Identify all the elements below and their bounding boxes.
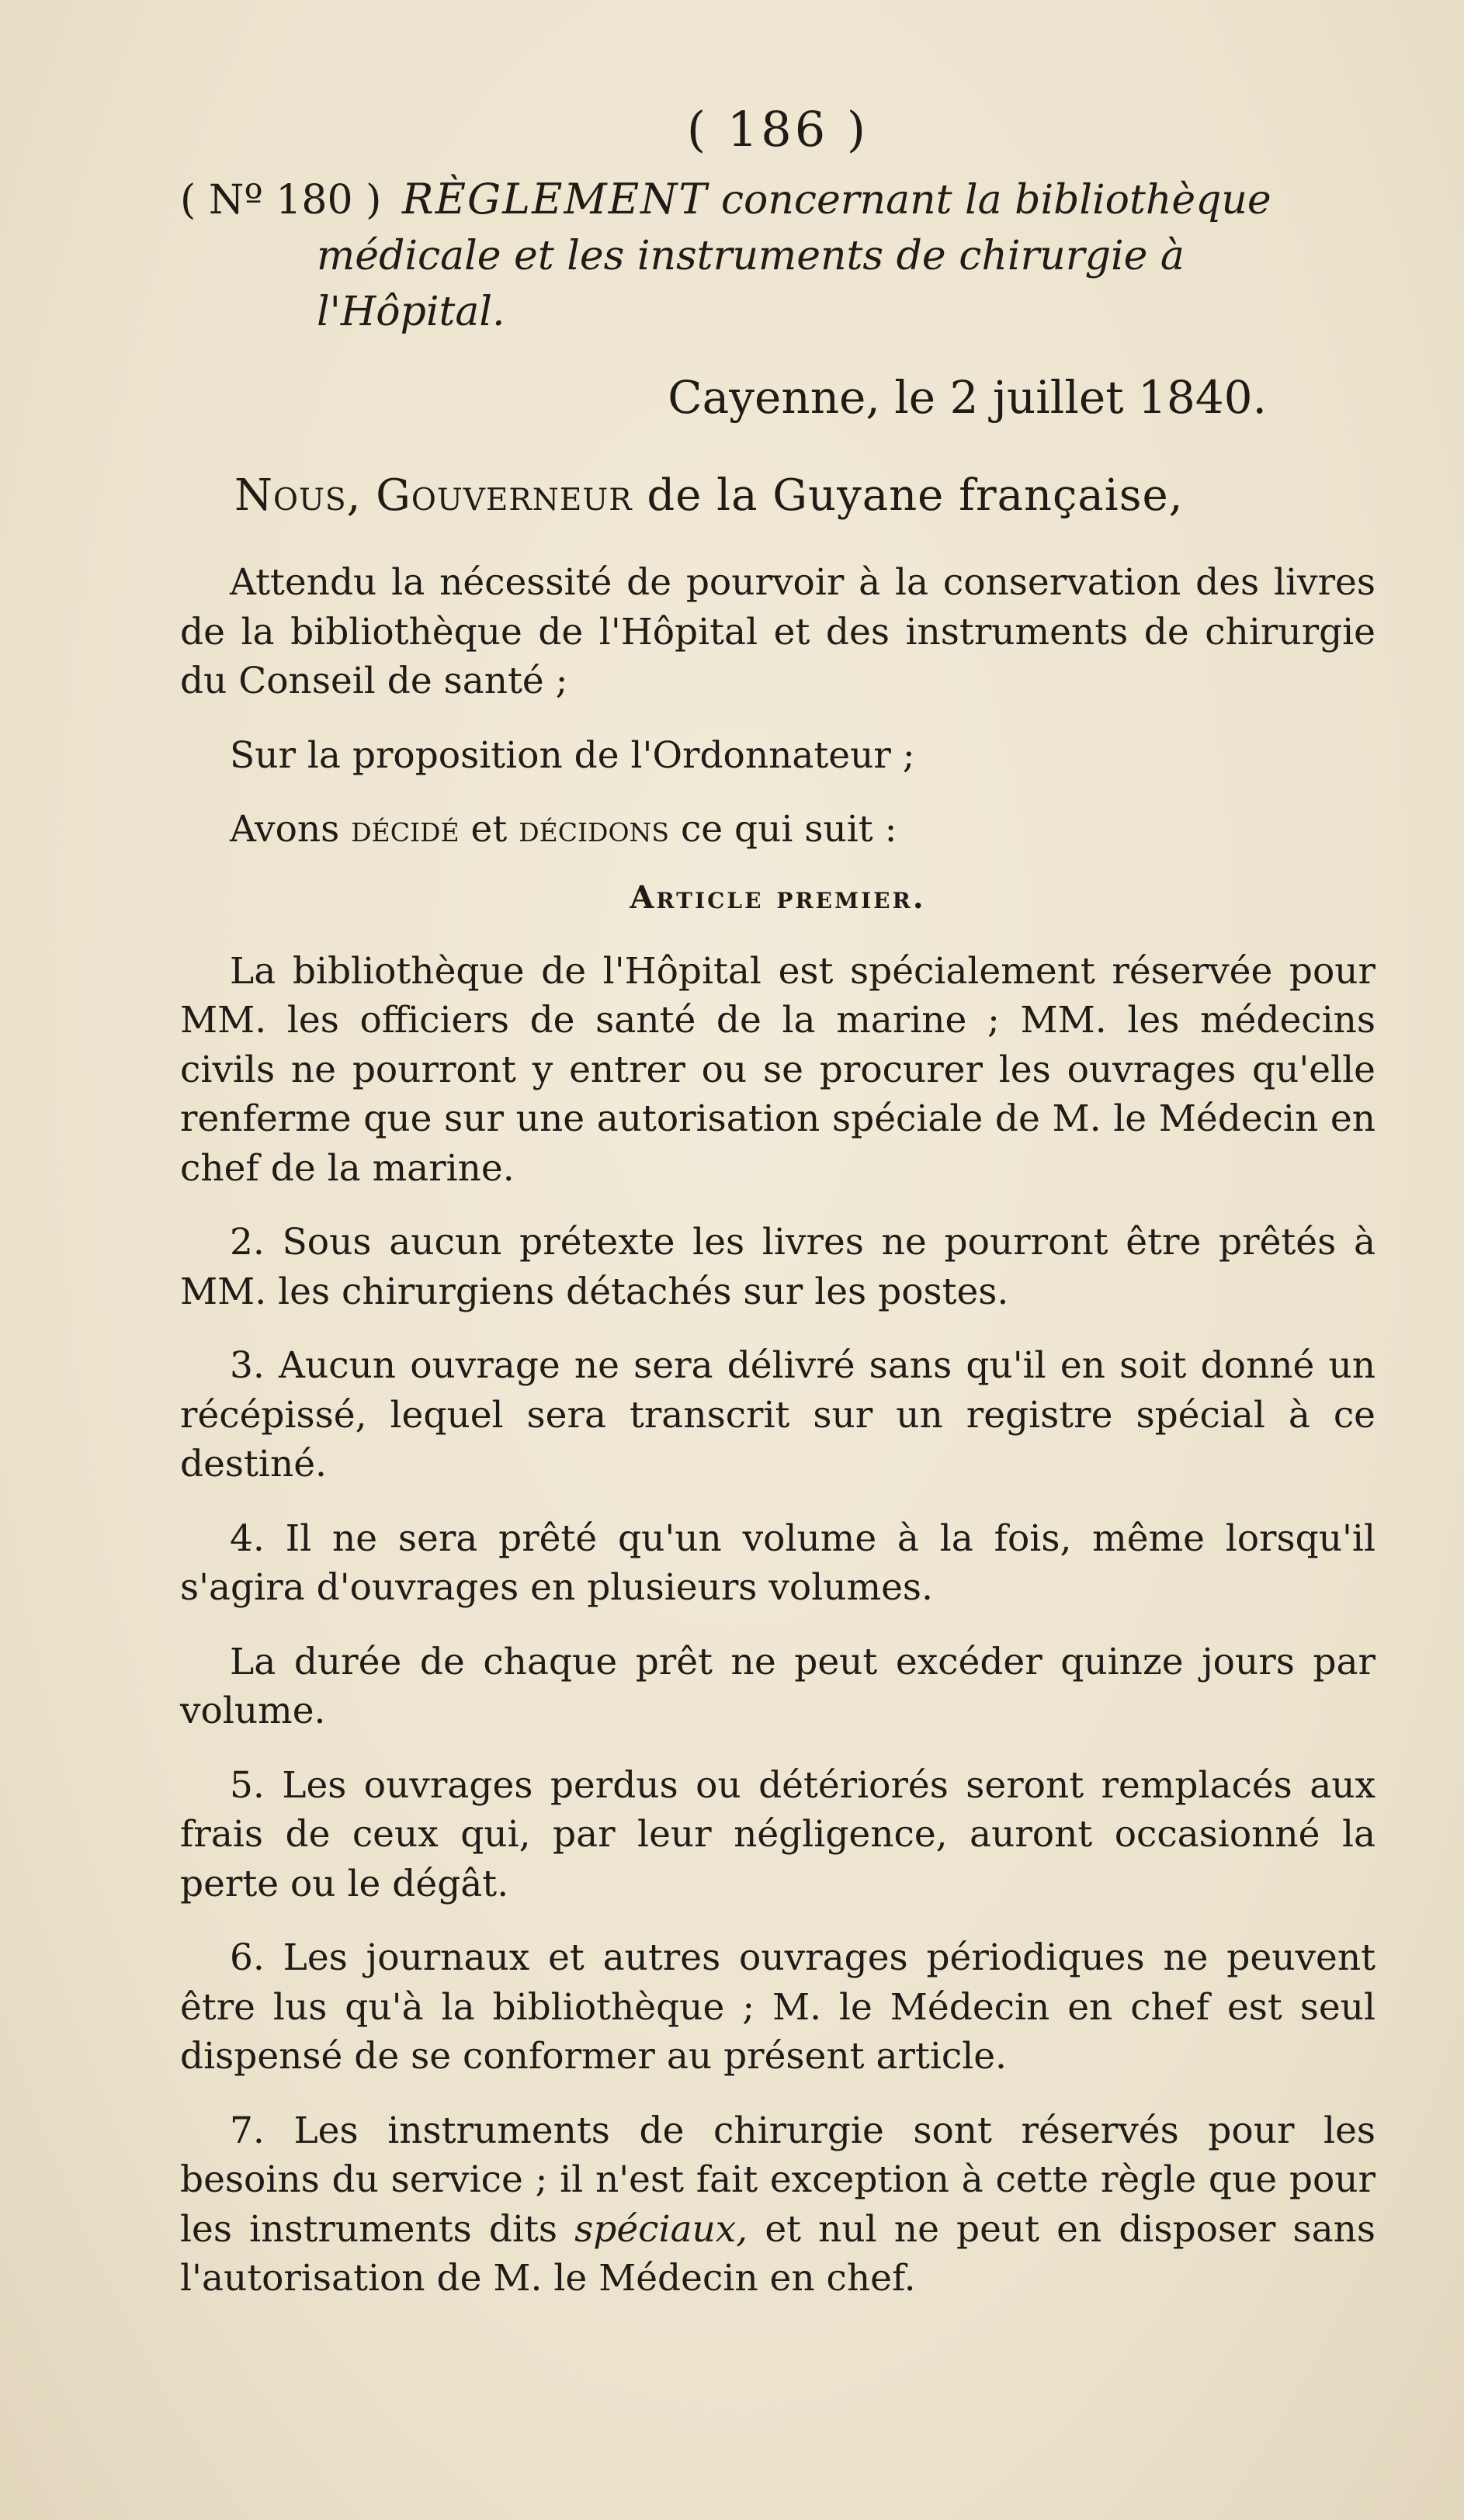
decision-decide: décidé bbox=[351, 808, 460, 851]
document-title-caps: RÈGLEMENT bbox=[401, 175, 709, 224]
article-3: 3. Aucun ouvrage ne sera délivré sans qu'il en soit donné un récépissé, lequel sera transcrit sur un registre spécial à ce destiné. bbox=[180, 1344, 1376, 1485]
decision-line bbox=[180, 805, 1376, 854]
decision-decidons: décidons bbox=[519, 808, 670, 851]
document-title-rest: concernant la bibliothèque médicale et les instruments de chirurgie à l'Hôpital. bbox=[317, 177, 1271, 335]
governor-nous: Nous bbox=[234, 470, 347, 521]
article-7-end: et nul ne peut en disposer sans l'autorisation de M. le Médecin en chef. bbox=[180, 2207, 1376, 2300]
document-number: ( Nº 180 ) bbox=[180, 177, 382, 224]
preamble-proposition: Sur la proposition de l'Ordonnateur ; bbox=[230, 733, 915, 777]
document-heading bbox=[180, 172, 1376, 340]
article-7 bbox=[180, 2106, 1376, 2303]
article-1: La bibliothèque de l'Hôpital est spécialement réservée pour MM. les officiers de santé de la marine ; MM. les médecins civils ne pourront y entrer ou se procurer les ouvrages qu'elle renferme que sur une autorisation spéciale de M. le Médecin en chef de la marine. bbox=[180, 949, 1376, 1190]
document-date: Cayenne, le 2 juillet 1840. bbox=[668, 371, 1267, 424]
article-4: 4. Il ne sera prêté qu'un volume à la fois, même lorsqu'il s'agira d'ouvrages en plusieurs volumes. bbox=[180, 1517, 1376, 1609]
article-5: 5. Les ouvrages perdus ou détériorés seront remplacés aux frais de ceux qui, par leur négligence, auront occasionné la perte ou le dégât. bbox=[180, 1763, 1376, 1905]
article-2: 2. Sous aucun prétexte les livres ne pourront être prêtés à MM. les chirurgiens détachés sur les postes. bbox=[180, 1221, 1376, 1313]
article-4-duration: La durée de chaque prêt ne peut excéder quinze jours par volume. bbox=[180, 1640, 1376, 1732]
governor-title: Gouverneur bbox=[376, 470, 633, 521]
decision-avons: Avons bbox=[230, 808, 352, 851]
article-7-start: 7. Les instruments de chirurgie sont réservés pour les besoins du service ; il n'est fait exception à cette règle que pour les instruments dits bbox=[180, 2109, 1376, 2251]
article-premier-title: Article premier. bbox=[630, 879, 926, 916]
decision-rest: ce qui suit : bbox=[669, 808, 897, 851]
page-content bbox=[180, 101, 1376, 2328]
article-7-italic: spéciaux, bbox=[574, 2207, 748, 2251]
governor-rest: de la Guyane française, bbox=[632, 470, 1184, 521]
preamble-attendu: Attendu la nécessité de pourvoir à la conservation des livres de la bibliothèque de l'Hôpital et des instruments de chirurgie du Conseil de santé ; bbox=[180, 561, 1376, 702]
governor-sep: , bbox=[346, 470, 376, 521]
page-number: ( 186 ) bbox=[686, 101, 869, 158]
article-6: 6. Les journaux et autres ouvrages périodiques ne peuvent être lus qu'à la bibliothèque ; M. le Médecin en chef est seul dispensé de se conformer au présent article. bbox=[180, 1936, 1376, 2078]
decision-et: et bbox=[459, 808, 519, 851]
governor-line bbox=[234, 470, 1376, 521]
